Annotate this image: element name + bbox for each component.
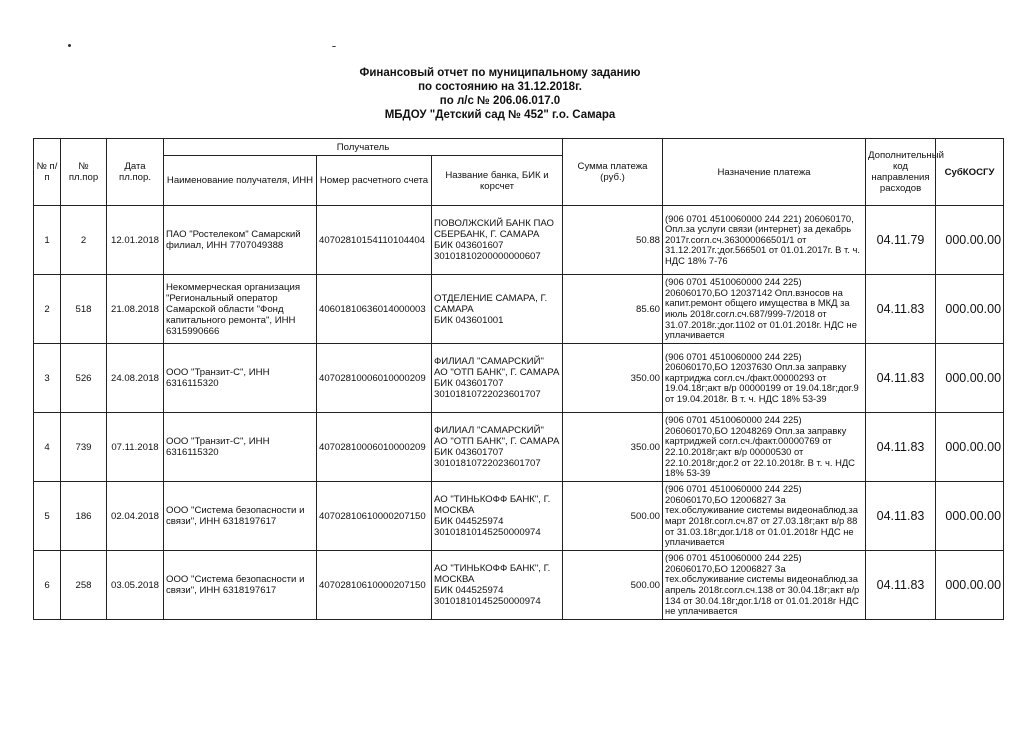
table-row <box>34 413 1004 482</box>
cell-code: 04.11.79 <box>866 206 936 275</box>
cell-plpor: 258 <box>61 551 107 620</box>
cell-sum: 50.88 <box>563 206 663 275</box>
title-line-2: по состоянию на 31.12.2018г. <box>418 81 582 93</box>
cell-recipient: Некоммерческая организация "Региональный оператор Самарской области "Фонд капитального ремонта", ИНН 6315990666 <box>164 275 317 344</box>
cell-purpose: (906 0701 4510060000 244 225) 206060170,БО 12037142 Опл.взносов на капит.ремонт общего имущества в МКД за июль 2018г.согл.сч.687/999-7/2018 от 31.07.2018г.;дог.1102 от 01.01.2018г. НДС не уплачивается <box>663 275 866 344</box>
cell-date: 07.11.2018 <box>107 413 164 482</box>
cell-bank: ПОВОЛЖСКИЙ БАНК ПАО СБЕРБАНК, Г. САМАРА БИК 043601607 30101810200000000607 <box>432 206 563 275</box>
cell-account: 40702810610000207150 <box>317 482 432 551</box>
cell-kosgu: 000.00.00 <box>936 206 1004 275</box>
table-row <box>34 482 1004 551</box>
cell-num: 2 <box>34 275 61 344</box>
cell-account: 40601810636014000003 <box>317 275 432 344</box>
cell-purpose: (906 0701 4510060000 244 225) 206060170,БО 12006827 За тех.обслуживание системы видеонаблюд.за апрель 2018г.согл.сч.138 от 30.04.18г;акт в/р 134 от 30.04.18г;дог.1/18 от 01.01.2018г НДС не уплачивается <box>663 551 866 620</box>
report-title <box>270 66 730 122</box>
table-row <box>34 275 1004 344</box>
cell-date: 21.08.2018 <box>107 275 164 344</box>
cell-purpose: (906 0701 4510060000 244 221) 206060170, Опл.за услуги связи (интернет) за декабрь 2017г.согл.сч.363000066501/1 от 31.12.2017г.;дог.566501 от 01.01.2017г. В т. ч. НДС 18% 7-76 <box>663 206 866 275</box>
cell-num: 6 <box>34 551 61 620</box>
header-num: № п/п <box>34 139 61 206</box>
cell-sum: 85.60 <box>563 275 663 344</box>
cell-plpor: 186 <box>61 482 107 551</box>
cell-recipient: ПАО "Ростелеком" Самарский филиал, ИНН 7707049388 <box>164 206 317 275</box>
cell-code: 04.11.83 <box>866 482 936 551</box>
cell-date: 03.05.2018 <box>107 551 164 620</box>
cell-account: 40702810006010000209 <box>317 344 432 413</box>
cell-account: 40702810154110104404 <box>317 206 432 275</box>
table-row <box>34 551 1004 620</box>
cell-sum: 350.00 <box>563 413 663 482</box>
cell-code: 04.11.83 <box>866 344 936 413</box>
cell-code: 04.11.83 <box>866 551 936 620</box>
cell-sum: 500.00 <box>563 551 663 620</box>
header-date: Дата пл.пор. <box>107 139 164 206</box>
cell-plpor: 739 <box>61 413 107 482</box>
title-line-3: по л/с № 206.06.017.0 <box>439 95 561 107</box>
cell-plpor: 526 <box>61 344 107 413</box>
cell-kosgu: 000.00.00 <box>936 482 1004 551</box>
title-line-4: МБДОУ "Детский сад № 452" г.о. Самара <box>384 109 616 121</box>
cell-num: 5 <box>34 482 61 551</box>
table-row <box>34 344 1004 413</box>
cell-bank: ФИЛИАЛ "САМАРСКИЙ" АО "ОТП БАНК", Г. САМАРА БИК 043601707 30101810722023601707 <box>432 413 563 482</box>
header-plpor: № пл.пор <box>61 139 107 206</box>
header-code: Дополнительный код направления расходов <box>866 139 936 206</box>
title-line-1: Финансовый отчет по муниципальному заданию <box>359 67 641 79</box>
header-recipient-group: Получатель <box>164 139 563 156</box>
cell-account: 40702810610000207150 <box>317 551 432 620</box>
cell-recipient: ООО "Система безопасности и связи", ИНН 6318197617 <box>164 482 317 551</box>
header-bank: Название банка, БИК и корсчет <box>432 156 563 206</box>
cell-plpor: 518 <box>61 275 107 344</box>
cell-sum: 350.00 <box>563 344 663 413</box>
cell-purpose: (906 0701 4510060000 244 225) 206060170,БО 12048269 Опл.за заправку картриджей согл.сч./факт.00000769 от 22.10.2018г;акт в/р 00000530 от 22.10.2018г;дог.2 от 22.10.2018г. В т. ч. НДС 18% 53-39 <box>663 413 866 482</box>
cell-account: 40702810006010000209 <box>317 413 432 482</box>
cell-date: 02.04.2018 <box>107 482 164 551</box>
cell-code: 04.11.83 <box>866 275 936 344</box>
cell-kosgu: 000.00.00 <box>936 344 1004 413</box>
cell-recipient: ООО "Система безопасности и связи", ИНН 6318197617 <box>164 551 317 620</box>
cell-bank: ФИЛИАЛ "САМАРСКИЙ" АО "ОТП БАНК", Г. САМАРА БИК 043601707 30101810722023601707 <box>432 344 563 413</box>
cell-bank: АО "ТИНЬКОФФ БАНК", Г. МОСКВА БИК 044525974 30101810145250000974 <box>432 482 563 551</box>
header-account: Номер расчетного счета <box>317 156 432 206</box>
header-kosgu: СубКОСГУ <box>936 139 1004 206</box>
cell-num: 4 <box>34 413 61 482</box>
cell-recipient: ООО "Транзит-С", ИНН 6316115320 <box>164 344 317 413</box>
cell-recipient: ООО "Транзит-С", ИНН 6316115320 <box>164 413 317 482</box>
scan-speck <box>332 46 336 47</box>
cell-date: 24.08.2018 <box>107 344 164 413</box>
cell-plpor: 2 <box>61 206 107 275</box>
cell-sum: 500.00 <box>563 482 663 551</box>
cell-num: 3 <box>34 344 61 413</box>
header-sum: Сумма платежа (руб.) <box>563 139 663 206</box>
cell-kosgu: 000.00.00 <box>936 551 1004 620</box>
payments-table <box>33 138 1004 620</box>
cell-kosgu: 000.00.00 <box>936 275 1004 344</box>
cell-bank: АО "ТИНЬКОФФ БАНК", Г. МОСКВА БИК 044525974 30101810145250000974 <box>432 551 563 620</box>
cell-bank: ОТДЕЛЕНИЕ САМАРА, Г. САМАРА БИК 043601001 <box>432 275 563 344</box>
cell-purpose: (906 0701 4510060000 244 225) 206060170,БО 12006827 За тех.обслуживание системы видеонаблюд.за март 2018г.согл.сч.87 от 27.03.18г;акт в/р 88 от 31.03.18г;дог.1/18 от 01.01.2018г НДС не уплачивается <box>663 482 866 551</box>
scan-speck <box>68 44 71 47</box>
header-purpose: Назначение платежа <box>663 139 866 206</box>
header-recipient-name: Наименование получателя, ИНН <box>164 156 317 206</box>
cell-date: 12.01.2018 <box>107 206 164 275</box>
cell-purpose: (906 0701 4510060000 244 225) 206060170,БО 12037630 Опл.за заправку картриджа согл.сч./факт.00000293 от 19.04.18г;акт в/р 00000199 от 19.04.18г;дог.9 от 19.04.2018г. В т. ч. НДС 18% 53-39 <box>663 344 866 413</box>
cell-code: 04.11.83 <box>866 413 936 482</box>
table-row <box>34 206 1004 275</box>
cell-kosgu: 000.00.00 <box>936 413 1004 482</box>
cell-num: 1 <box>34 206 61 275</box>
